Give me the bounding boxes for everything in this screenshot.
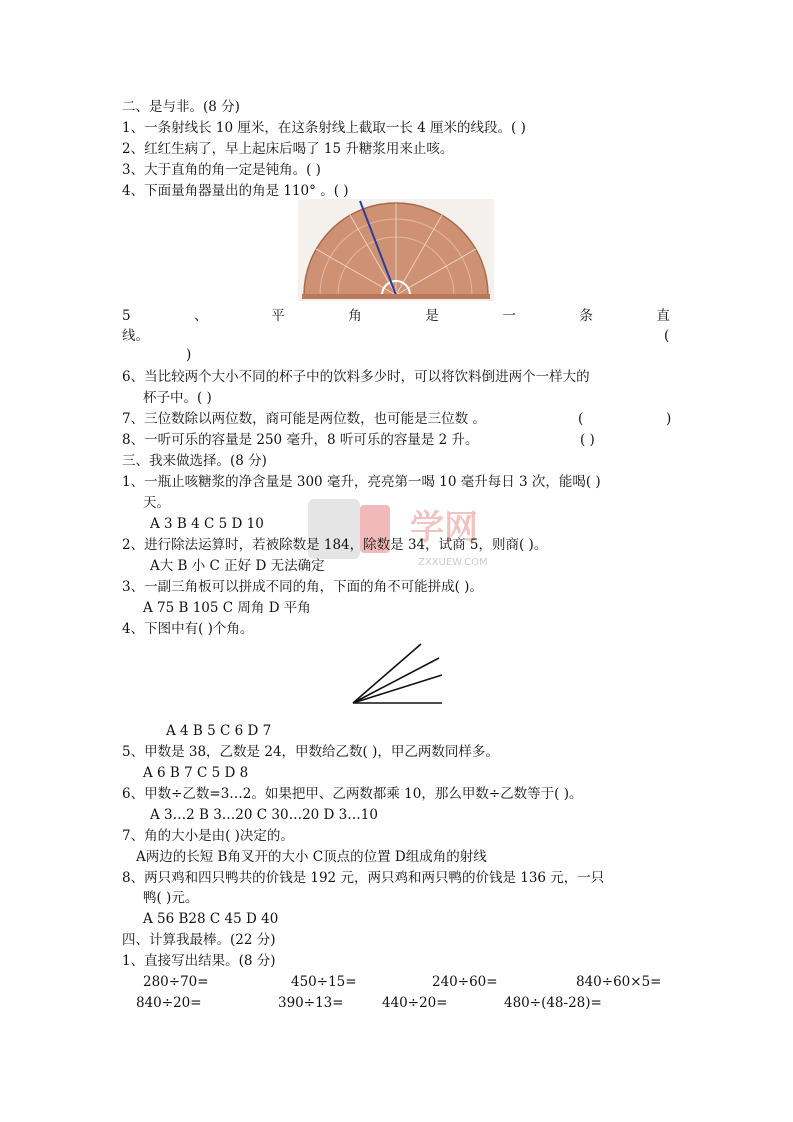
q3-5: 5、甲数是 38，乙数是 24，甲数给乙数( )，甲乙两数同样多。 [122,744,499,760]
calc-item: 390÷13= [278,995,344,1011]
calc-item: 280÷70= [143,974,209,990]
q2-5-char: 、 [194,308,208,324]
q2-8-paren: ( ) [580,432,595,448]
q2-7-paren-close: ) [666,411,672,427]
q3-3: 3、一副三角板可以拼成不同的角，下面的角不可能拼成( )。 [122,579,483,595]
q3-2: 2、进行除法运算时，若被除数是 184，除数是 34，试商 5，则商( )。 [122,537,548,553]
q2-5-char: 是 [425,308,439,324]
q4-1-title: 1、直接写出结果。(8 分) [122,953,276,969]
section-2-title: 二、是与非。(8 分) [122,99,240,115]
q3-6-options: A 3…2 B 3…20 C 30…20 D 3…10 [150,807,378,823]
q2-3: 3、大于直角的角一定是钝角。( ) [122,162,321,178]
q3-8-line1: 8、两只鸡和四只鸭共的价钱是 192 元，两只鸡和两只鸭的价钱是 136 元，一只 [122,870,605,886]
calc-item: 480÷(48-28)= [504,995,602,1011]
q3-4-options: A 4 B 5 C 6 D 7 [166,723,272,739]
q2-2: 2、红红生病了，早上起床后喝了 15 升糖浆用来止咳。 [122,141,454,157]
q3-2-options: A大 B 小 C 正好 D 无法确定 [150,558,325,574]
calc-item: 240÷60= [432,974,498,990]
calc-item: 440÷20= [382,995,448,1011]
watermark-subtext: ZXXUEW.COM [418,557,488,568]
calc-item: 840÷20= [136,995,202,1011]
q2-1: 1、一条射线长 10 厘米，在这条射线上截取一长 4 厘米的线段。( ) [122,120,526,136]
q3-3-options: A 75 B 105 C 周角 D 平角 [143,600,311,616]
q3-4: 4、下图中有( )个角。 [122,621,254,637]
q3-1-line2: 天。 [143,495,170,511]
q3-5-options: A 6 B 7 C 5 D 8 [143,765,249,781]
protractor-image [298,199,494,301]
calc-item: 450÷15= [291,974,357,990]
q2-6-line1: 6、当比较两个大小不同的杯子中的饮料多少时，可以将饮料倒进两个一样大的 [122,369,590,385]
q2-5-line2: 线。 [122,328,149,344]
q3-1-line1: 1、一瓶止咳糖浆的净含量是 300 毫升，亮亮第一喝 10 毫升每日 3 次，能喝( ) [122,474,601,490]
q2-5-char: 一 [502,308,516,324]
section-4-title: 四、计算我最棒。(22 分) [122,932,276,948]
watermark-text: 学网 [410,508,478,548]
q2-5-char: 平 [271,308,285,324]
q3-8-options: A 56 B28 C 45 D 40 [143,911,279,927]
q2-5-char: 角 [348,308,362,324]
q2-4: 4、下面量角器量出的角是 110° 。( ) [122,183,349,199]
q2-5-line1 [122,307,670,325]
q3-8-line2: 鸭( )元。 [143,890,199,906]
q3-7: 7、角的大小是由( )决定的。 [122,828,294,844]
q2-8: 8、一听可乐的容量是 250 毫升，8 听可乐的容量是 2 升。 [122,432,479,448]
q2-5-char: 5 [122,308,131,324]
angle-rays-figure [350,640,445,706]
q2-6-line2: 杯子中。( ) [143,390,212,406]
q2-5-char: 直 [656,308,670,324]
q2-5-paren-close: ) [186,347,192,363]
calc-item: 840÷60×5= [576,974,662,990]
q2-7: 7、三位数除以两位数，商可能是两位数，也可能是三位数 。 [122,411,486,427]
q2-5-paren-open: ( [664,328,670,344]
q2-5-char: 条 [579,308,593,324]
q3-6: 6、甲数÷乙数=3…2。如果把甲、乙两数都乘 10，那么甲数÷乙数等于( )。 [122,786,583,802]
section-3-title: 三、我来做选择。(8 分) [122,453,267,469]
q3-1-options: A 3 B 4 C 5 D 10 [150,516,264,532]
watermark-logo [300,495,540,575]
q3-7-options: A两边的长短 B角叉开的大小 C顶点的位置 D组成角的射线 [136,849,487,865]
q2-7-paren-open: ( [578,411,584,427]
